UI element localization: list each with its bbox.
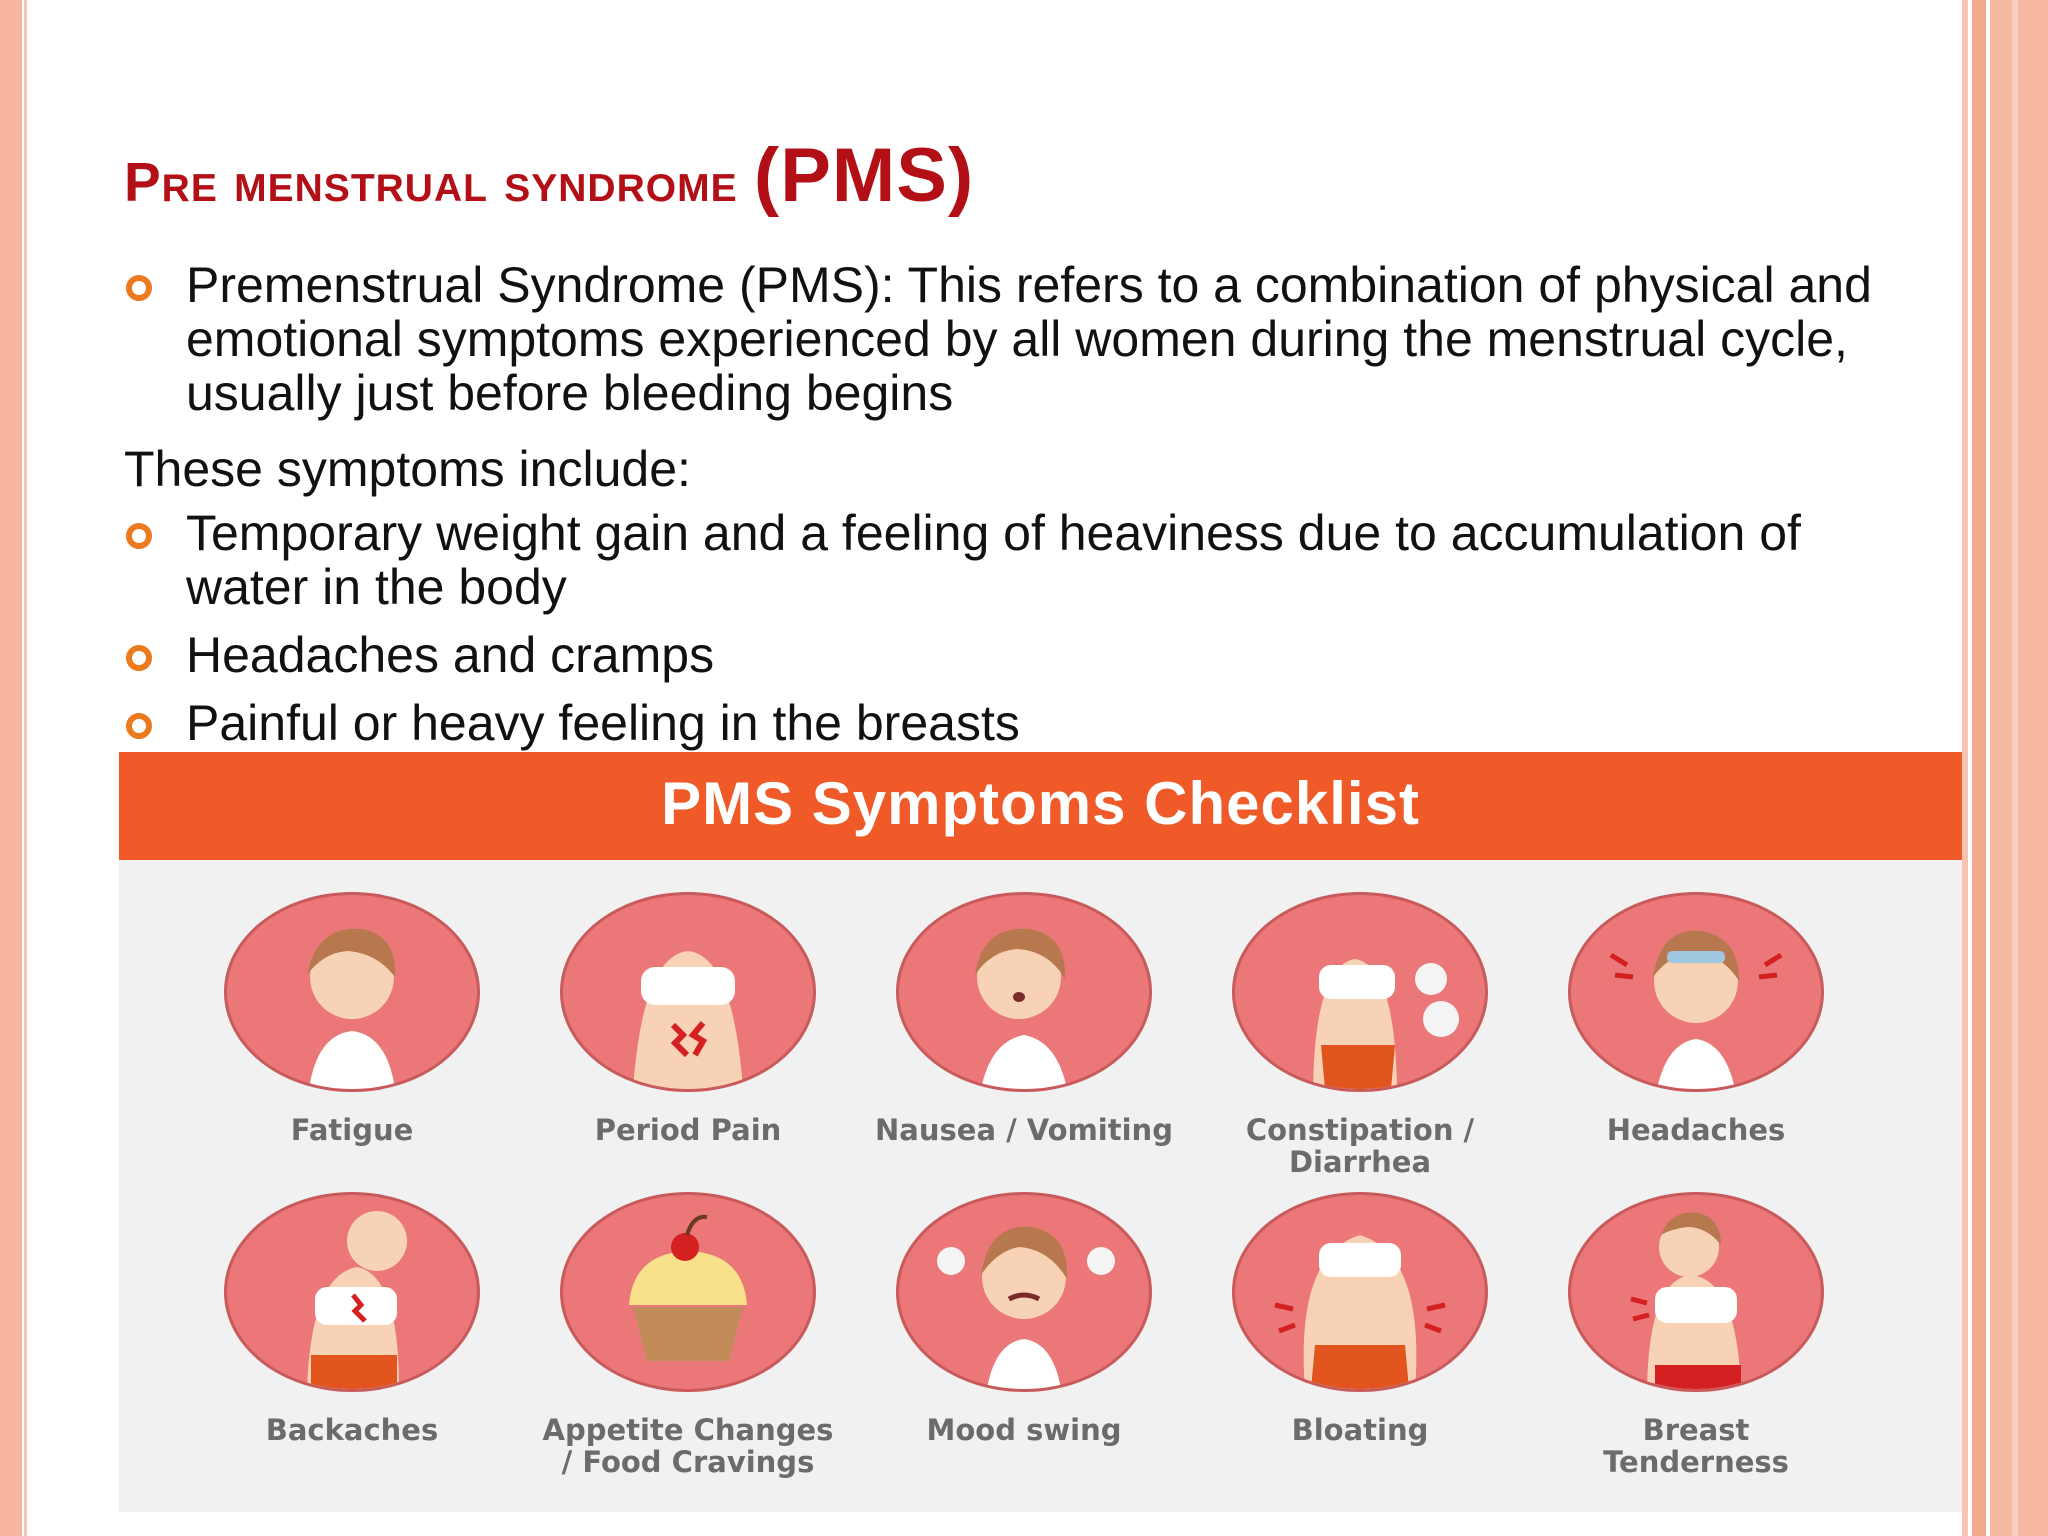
checklist-item-headaches [1546, 892, 1846, 1146]
checklist-item-fatigue [202, 892, 502, 1146]
title-lead: Pre menstrual syndrome [124, 151, 738, 213]
checklist-item-appetite [538, 1192, 838, 1478]
checklist-label: Constipation / Diarrhea [1245, 1113, 1475, 1179]
checklist-label: Breast Tenderness [1603, 1413, 1789, 1479]
bloating-icon [1232, 1192, 1488, 1392]
symptom-bullet [124, 696, 1904, 750]
slide-title [124, 132, 974, 219]
right-frame-highlight [2012, 0, 2018, 1536]
symptom-bullet [124, 506, 1904, 614]
checklist-label: Backaches [265, 1413, 439, 1447]
checklist-label: Headaches [1606, 1113, 1786, 1147]
slide-body [124, 258, 1904, 750]
checklist-label: Period Pain [594, 1113, 782, 1147]
bullet-icon [126, 275, 152, 301]
right-frame-line [1962, 0, 1968, 1536]
intro-bullet-text: Premenstrual Syndrome (PMS): This refers to a combination of physical and emotional symptoms experienced by all women during the menstrual cycle, usually just before bleeding begins [186, 257, 1872, 421]
checklist-item-nausea [874, 892, 1174, 1146]
infographic-title: PMS Symptoms Checklist [119, 752, 1962, 860]
checklist-item-mood-swing [874, 1192, 1174, 1446]
checklist-item-backaches [202, 1192, 502, 1446]
symptoms-intro: These symptoms include: [124, 441, 691, 497]
intro-bullet [124, 258, 1904, 420]
mood-swing-icon [896, 1192, 1152, 1392]
symptom-text: Headaches and cramps [186, 627, 715, 683]
checklist-label: Bloating [1291, 1413, 1429, 1447]
left-frame-stripe [0, 0, 22, 1536]
bullet-icon [126, 713, 152, 739]
left-frame-line [24, 0, 27, 1536]
checklist-label: Nausea / Vomiting [875, 1113, 1173, 1147]
backache-icon [224, 1192, 480, 1392]
breast-tenderness-icon [1568, 1192, 1824, 1392]
headache-icon [1568, 892, 1824, 1092]
pms-checklist-infographic [119, 752, 1962, 1512]
checklist-item-breast-tenderness [1546, 1192, 1846, 1478]
checklist-item-period-pain [538, 892, 838, 1146]
symptom-text: Temporary weight gain and a feeling of heaviness due to accumulation of water in the body [186, 505, 1801, 615]
title-abbreviation: (PMS) [753, 133, 975, 218]
bullet-icon [126, 523, 152, 549]
checklist-label: Appetite Changes / Food Cravings [542, 1413, 834, 1479]
symptom-bullet [124, 628, 1904, 682]
symptom-text: Painful or heavy feeling in the breasts [186, 695, 1020, 751]
checklist-label: Mood swing [926, 1413, 1122, 1447]
right-frame-stripe [1972, 0, 1986, 1536]
checklist-label: Fatigue [290, 1113, 414, 1147]
checklist-item-bloating [1210, 1192, 1510, 1446]
constipation-icon [1232, 892, 1488, 1092]
bullet-icon [126, 645, 152, 671]
cupcake-icon [560, 1192, 816, 1392]
checklist-item-constipation [1210, 892, 1510, 1178]
right-frame-band [1990, 0, 2048, 1536]
fatigue-icon [224, 892, 480, 1092]
period-pain-icon [560, 892, 816, 1092]
nausea-icon [896, 892, 1152, 1092]
